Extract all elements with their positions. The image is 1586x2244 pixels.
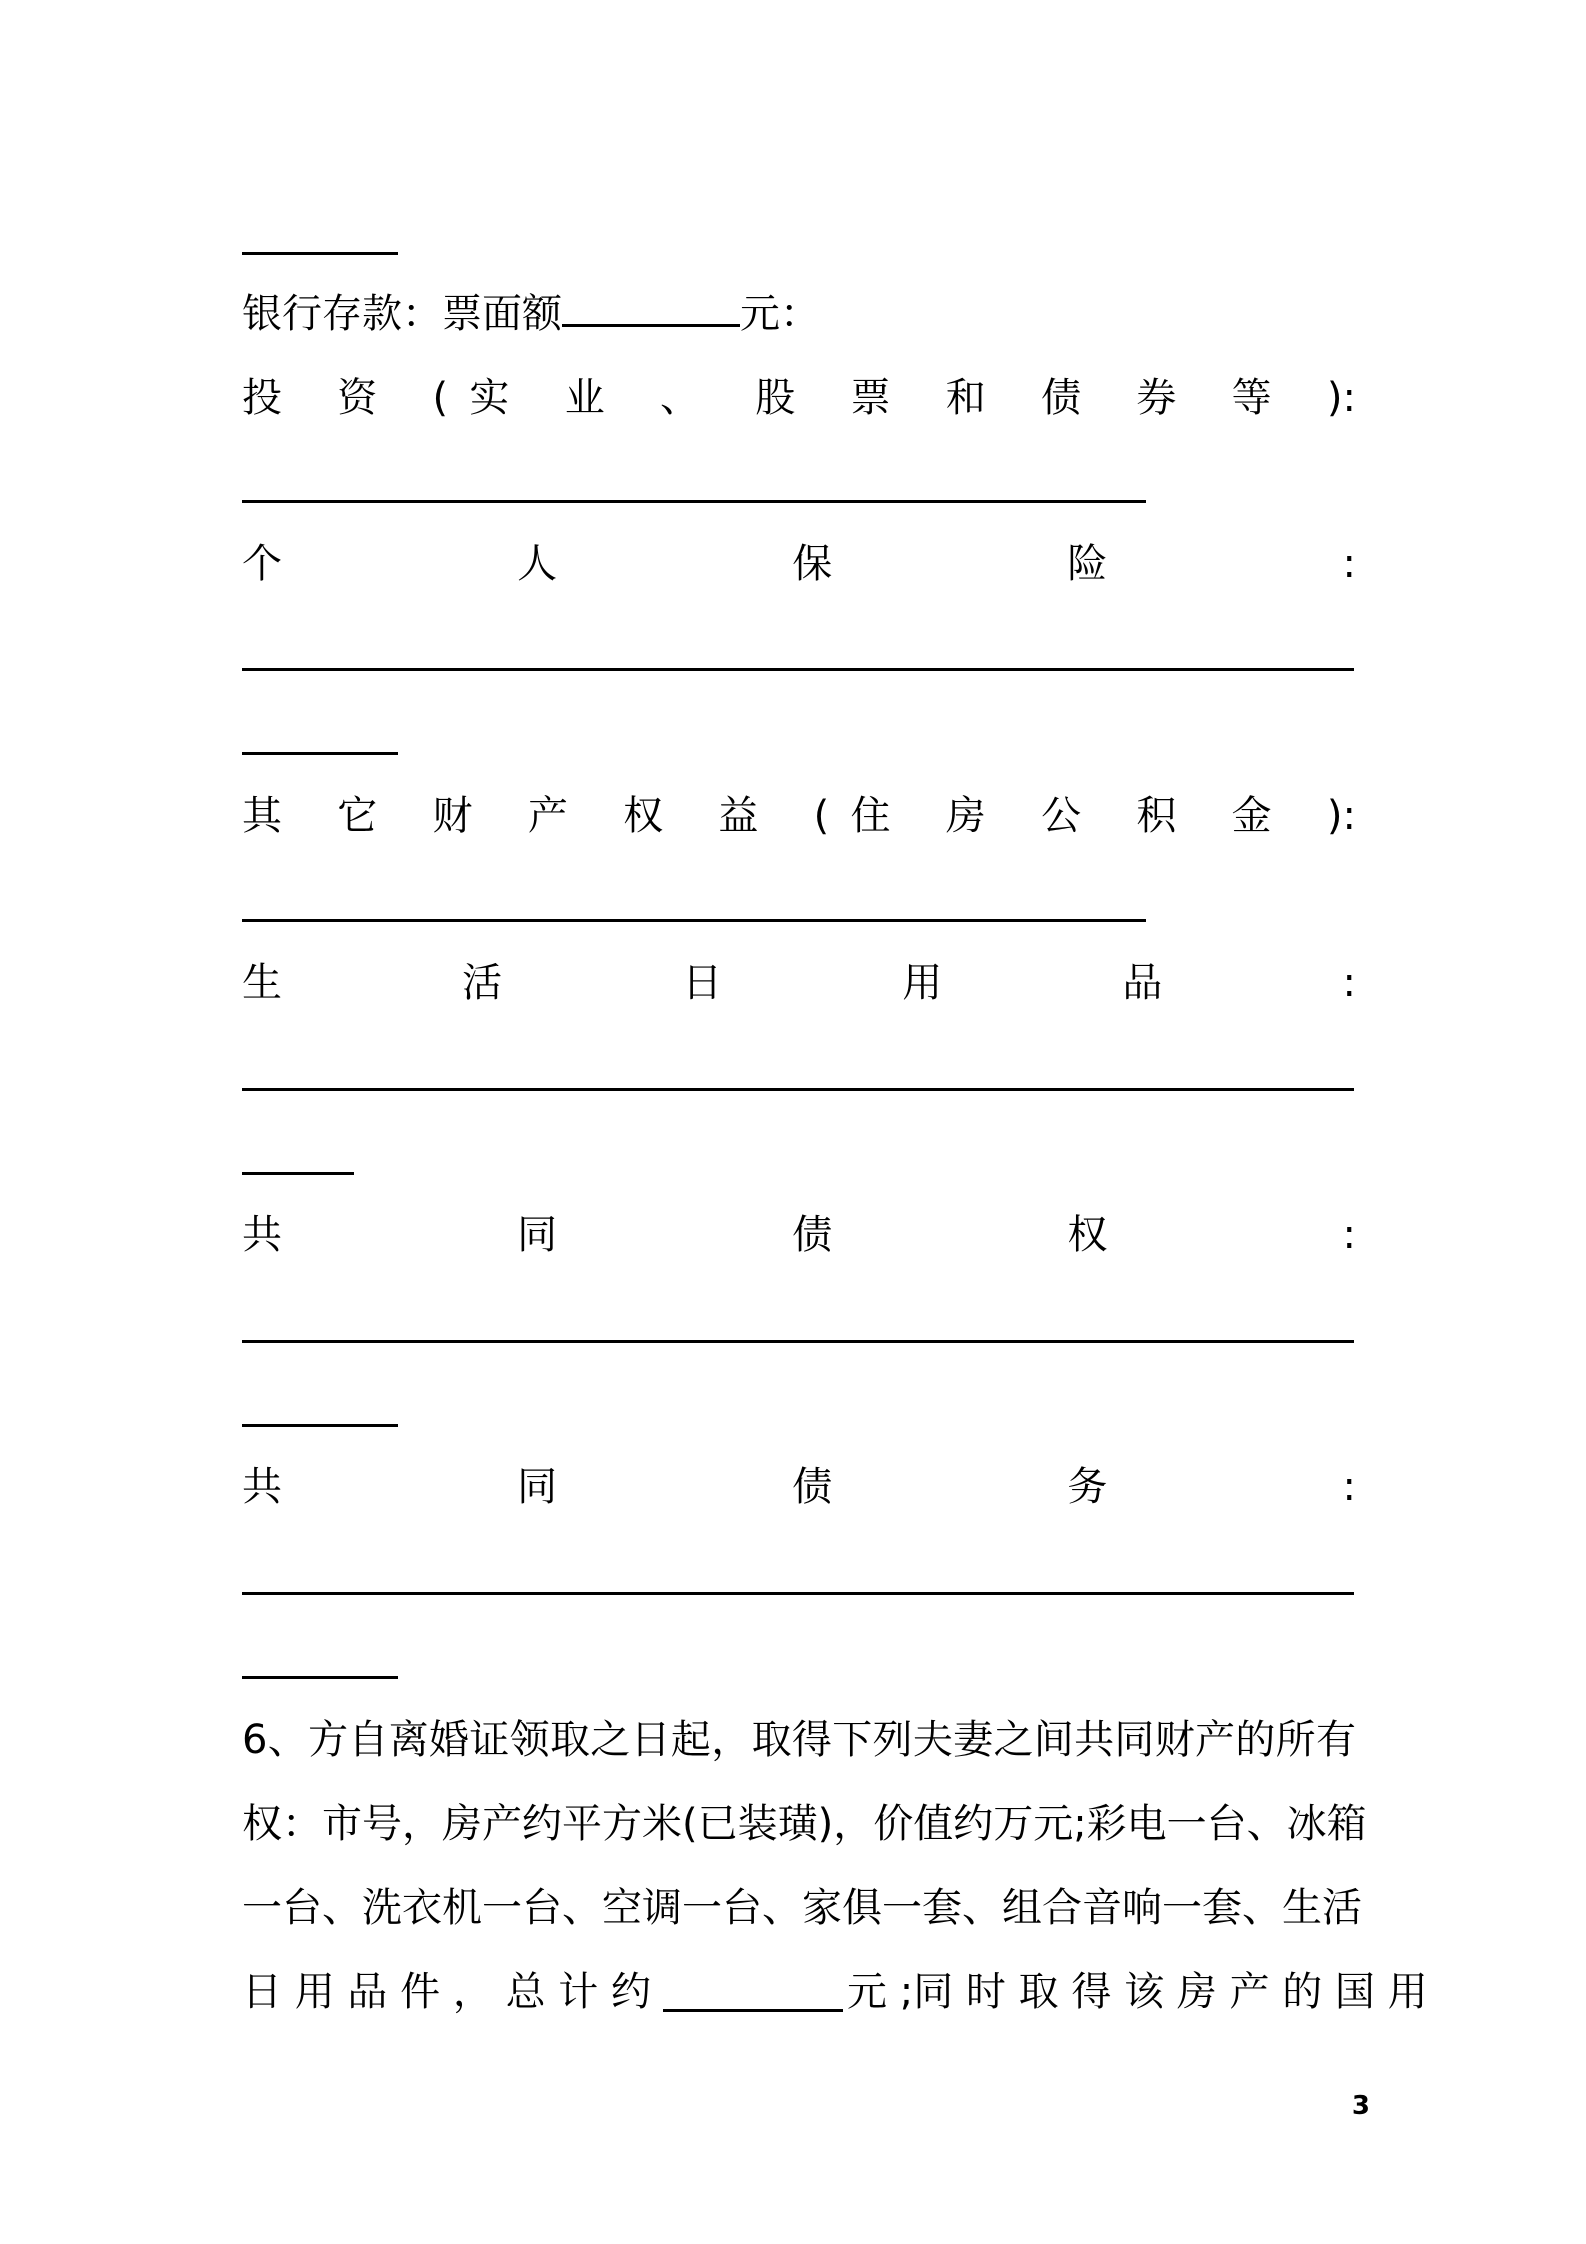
investment-label: 投 资 (实 业 、 股 票 和 债 券 等 ): [242,375,1356,421]
blank-line [242,1424,398,1427]
total-amount-blank [663,1971,843,2012]
daily-goods-label: 生 活 日 用 品 : [242,960,1356,1006]
insurance-label: 个 人 保 险 : [242,541,1356,587]
blank-line [242,1340,1354,1343]
paragraph-6-line-4-start: 日 用 品 件 ， 总 计 约 [242,1969,652,2015]
blank-line [242,1676,398,1679]
blank-line [242,252,398,255]
joint-claims-label: 共 同 债 权 : [242,1212,1356,1258]
page-number: 3 [1351,2091,1370,2121]
blank-line [242,500,1146,503]
joint-debts-label: 共 同 债 务 : [242,1464,1356,1510]
paragraph-6-line-2: 权：市号，房产约平方米(已装璜)，价值约万元;彩电一台、冰箱 [242,1801,1367,1847]
bank-deposit-unit: 元： [740,291,820,337]
blank-line [242,668,1354,671]
bank-deposit-label: 银行存款：票面额 [242,291,562,337]
blank-line [242,1592,1354,1595]
bank-deposit-line [242,286,1356,342]
paragraph-6-line-1: 6、方自离婚证领取之日起，取得下列夫妻之间共同财产的所有 [242,1717,1356,1763]
other-property-rights-label: 其 它 财 产 权 益 (住 房 公 积 金 ): [242,793,1356,839]
paragraph-6-line-3: 一台、洗衣机一台、空调一台、家俱一套、组合音响一套、生活 [242,1885,1362,1931]
blank-line [242,919,1146,922]
blank-line [242,1172,354,1175]
deposit-amount-blank [562,286,740,327]
paragraph-6-line-4-end: 元 ;同 时 取 得 该 房 产 的 国 用 [847,1969,1428,2015]
blank-line [242,752,398,755]
blank-line [242,1088,1354,1091]
paragraph-6-line-4 [242,1964,1428,2020]
